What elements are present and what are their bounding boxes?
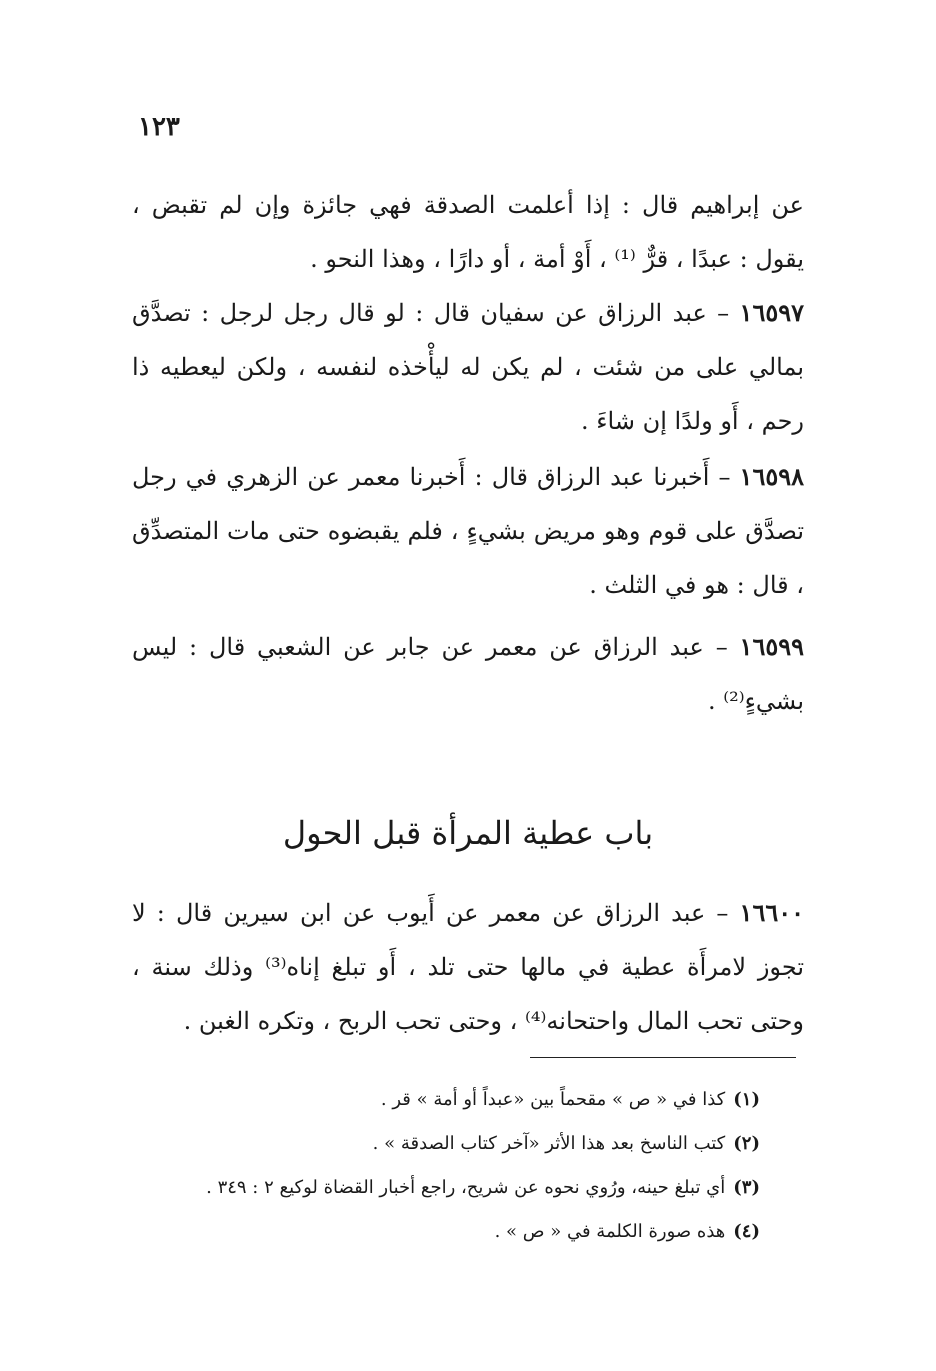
paragraph-16597 [132, 286, 804, 448]
paragraph-text: عن إبراهيم قال : إذا أعلمت الصدقة فهي جائزة وإن لم تقبض ، يقول : عبدًا ، قرٌّ ⁽¹⁾ ، أَوْ أمة ، أو دارًا ، وهذا النحو . [132, 191, 804, 273]
footnote-number: (٢) [733, 1133, 760, 1154]
paragraph-16598 [132, 450, 804, 612]
footnote-text: أي تبلغ حينه، ورُوي نحوه عن شريح، راجع أخبار القضاة لوكيع ٢ : ٣٤٩ . [206, 1177, 726, 1198]
hadith-number: ١٦٥٩٨ [739, 462, 804, 491]
paragraph-text: – أَخبرنا عبد الرزاق قال : أَخبرنا معمر عن الزهري في رجل تصدَّق على قوم وهو مريض بشيءٍ ، فلم يقبضوه حتى مات المتصدِّق ، قال : هو في الثلث . [132, 463, 804, 599]
hadith-number: ١٦٥٩٧ [739, 298, 804, 327]
paragraph-16599 [132, 620, 804, 728]
paragraph-1 [132, 178, 804, 286]
footnote-number: (١) [733, 1089, 760, 1110]
paragraph-16600 [132, 886, 804, 1048]
chapter-title: باب عطية المرأة قبل الحول [282, 814, 654, 852]
footnote-4 [120, 1210, 760, 1254]
footnote-2 [120, 1122, 760, 1166]
footnote-number: (٣) [733, 1177, 760, 1198]
footnote-1 [120, 1078, 760, 1122]
page-number: ١٢٣ [138, 112, 180, 142]
paragraph-text: – عبد الرزاق عن سفيان قال : لو قال رجل لرجل : تصدَّق بمالي على من شئت ، لم يكن له ليأْخذه لنفسه ، ولكن ليعطيه ذا رحم ، أَو ولدًا إن شاءَ . [132, 299, 804, 435]
footnote-text: كذا في « ص » مقحماً بين «عبداً أو أمة » قر . [380, 1089, 726, 1110]
footnote-3 [120, 1166, 760, 1210]
hadith-number: ١٦٥٩٩ [739, 632, 804, 661]
footnotes [120, 1078, 760, 1254]
footnote-text: هذه صورة الكلمة في « ص » . [494, 1221, 726, 1242]
paragraph-text: – عبد الرزاق عن معمر عن جابر عن الشعبي قال : ليس بشيءٍ⁽²⁾ . [132, 633, 804, 715]
hadith-number: ١٦٦٠٠ [739, 898, 804, 927]
paragraph-text: – عبد الرزاق عن معمر عن أَيوب عن ابن سيرين قال : لا تجوز لامرأَة عطية في مالها حتى تلد ، أَو تبلغ إناه⁽³⁾ وذلك سنة ، وحتى تحب المال واحتحانه⁽⁴⁾ ، وحتى تحب الربح ، وتكره الغبن . [132, 899, 804, 1035]
footnote-separator [530, 1057, 796, 1058]
footnote-number: (٤) [733, 1221, 760, 1242]
footnote-text: كتب الناسخ بعد هذا الأثر «آخر كتاب الصدقة » . [372, 1133, 726, 1154]
